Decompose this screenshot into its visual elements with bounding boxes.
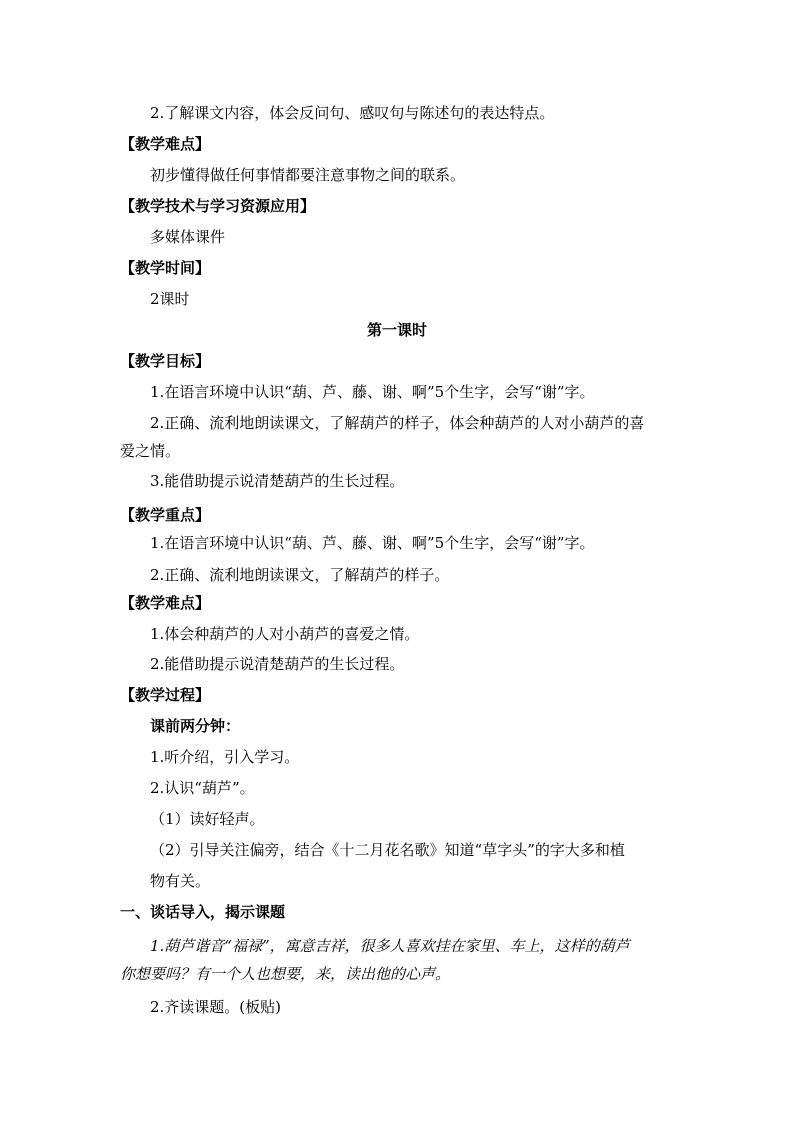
objectives-item-1: 1.在语言环境中认识“葫、芦、藤、谢、啊”5个生字，会写“谢”字。 (150, 383, 595, 401)
heading-time: 【教学时间】 (120, 259, 211, 277)
objectives-item-2-cont: 爱之情。 (120, 442, 181, 460)
heading-key-points: 【教学重点】 (120, 506, 211, 524)
objectives-item-3: 3.能借助提示说清楚葫芦的生长过程。 (150, 472, 405, 490)
difficulty-text: 初步懂得做任何事情都要注意事物之间的联系。 (150, 166, 466, 184)
objectives-item-2: 2.正确、流利地朗读课文，了解葫芦的样子，体会种葫芦的人对小葫芦的喜 (150, 414, 645, 432)
objective-line-2: 2.了解课文内容，体会反问句、感叹句与陈述句的表达特点。 (150, 104, 555, 122)
pre-class-label: 课前两分钟： (150, 717, 241, 735)
lesson-title: 第一课时 (366, 321, 427, 339)
heading-difficulty: 【教学难点】 (120, 135, 211, 153)
section-1-item-2: 2.齐读课题。(板贴) (150, 998, 282, 1016)
key-points-item-2: 2.正确、流利地朗读课文，了解葫芦的样子。 (150, 566, 450, 584)
process-step-2: 2.认识“葫芦”。 (150, 779, 255, 797)
time-text: 2课时 (150, 290, 190, 308)
heading-objectives: 【教学目标】 (120, 352, 211, 370)
section-1-heading: 一、谈话导入，揭示课题 (120, 903, 286, 921)
process-substep-2: （2）引导关注偏旁，结合《十二月花名歌》知道“草字头”的字大多和植 (150, 841, 625, 859)
process-substep-2-cont: 物有关。 (150, 872, 211, 890)
difficulty-item-2: 2.能借助提示说清楚葫芦的生长过程。 (150, 655, 405, 673)
heading-difficulty-2: 【教学难点】 (120, 594, 211, 612)
section-1-item-1: 1.葫芦谐音“福禄”，寓意吉祥，很多人喜欢挂在家里、车上，这样的葫芦 (150, 937, 630, 955)
heading-process: 【教学过程】 (120, 686, 211, 704)
tech-resources-text: 多媒体课件 (150, 228, 226, 246)
process-step-1: 1.听介绍，引入学习。 (150, 748, 300, 766)
difficulty-item-1: 1.体会种葫芦的人对小葫芦的喜爱之情。 (150, 625, 420, 643)
heading-tech-resources: 【教学技术与学习资源应用】 (120, 197, 316, 215)
section-1-item-1-cont: 你想要吗？有一个人也想要，来，读出他的心声。 (120, 965, 451, 983)
key-points-item-1: 1.在语言环境中认识“葫、芦、藤、谢、啊”5个生字，会写“谢”字。 (150, 534, 595, 552)
process-substep-1: （1）读好轻声。 (150, 810, 265, 828)
